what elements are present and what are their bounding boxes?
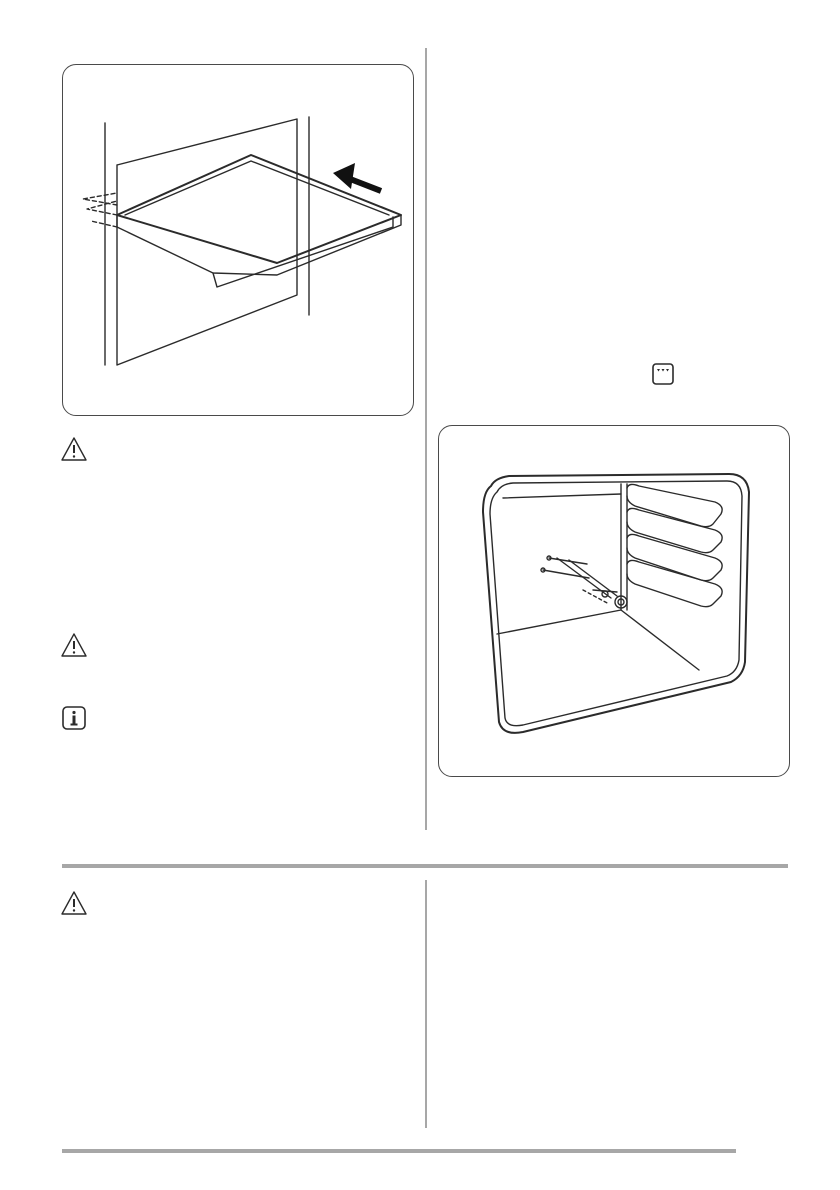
column-divider-top	[425, 48, 427, 830]
section-rule	[62, 864, 788, 868]
oven-light-function-icon	[652, 363, 674, 385]
warning-triangle-icon	[60, 632, 88, 658]
column-divider-bottom	[425, 880, 427, 1128]
oven-interior-illustration	[439, 426, 791, 778]
warning-triangle-icon	[60, 890, 88, 916]
tray-insertion-illustration	[63, 65, 415, 417]
footer-rule	[62, 1149, 736, 1153]
tray-insertion-figure	[62, 64, 414, 416]
warning-triangle-icon	[60, 436, 88, 462]
oven-interior-figure	[438, 425, 790, 777]
information-icon	[62, 706, 86, 730]
